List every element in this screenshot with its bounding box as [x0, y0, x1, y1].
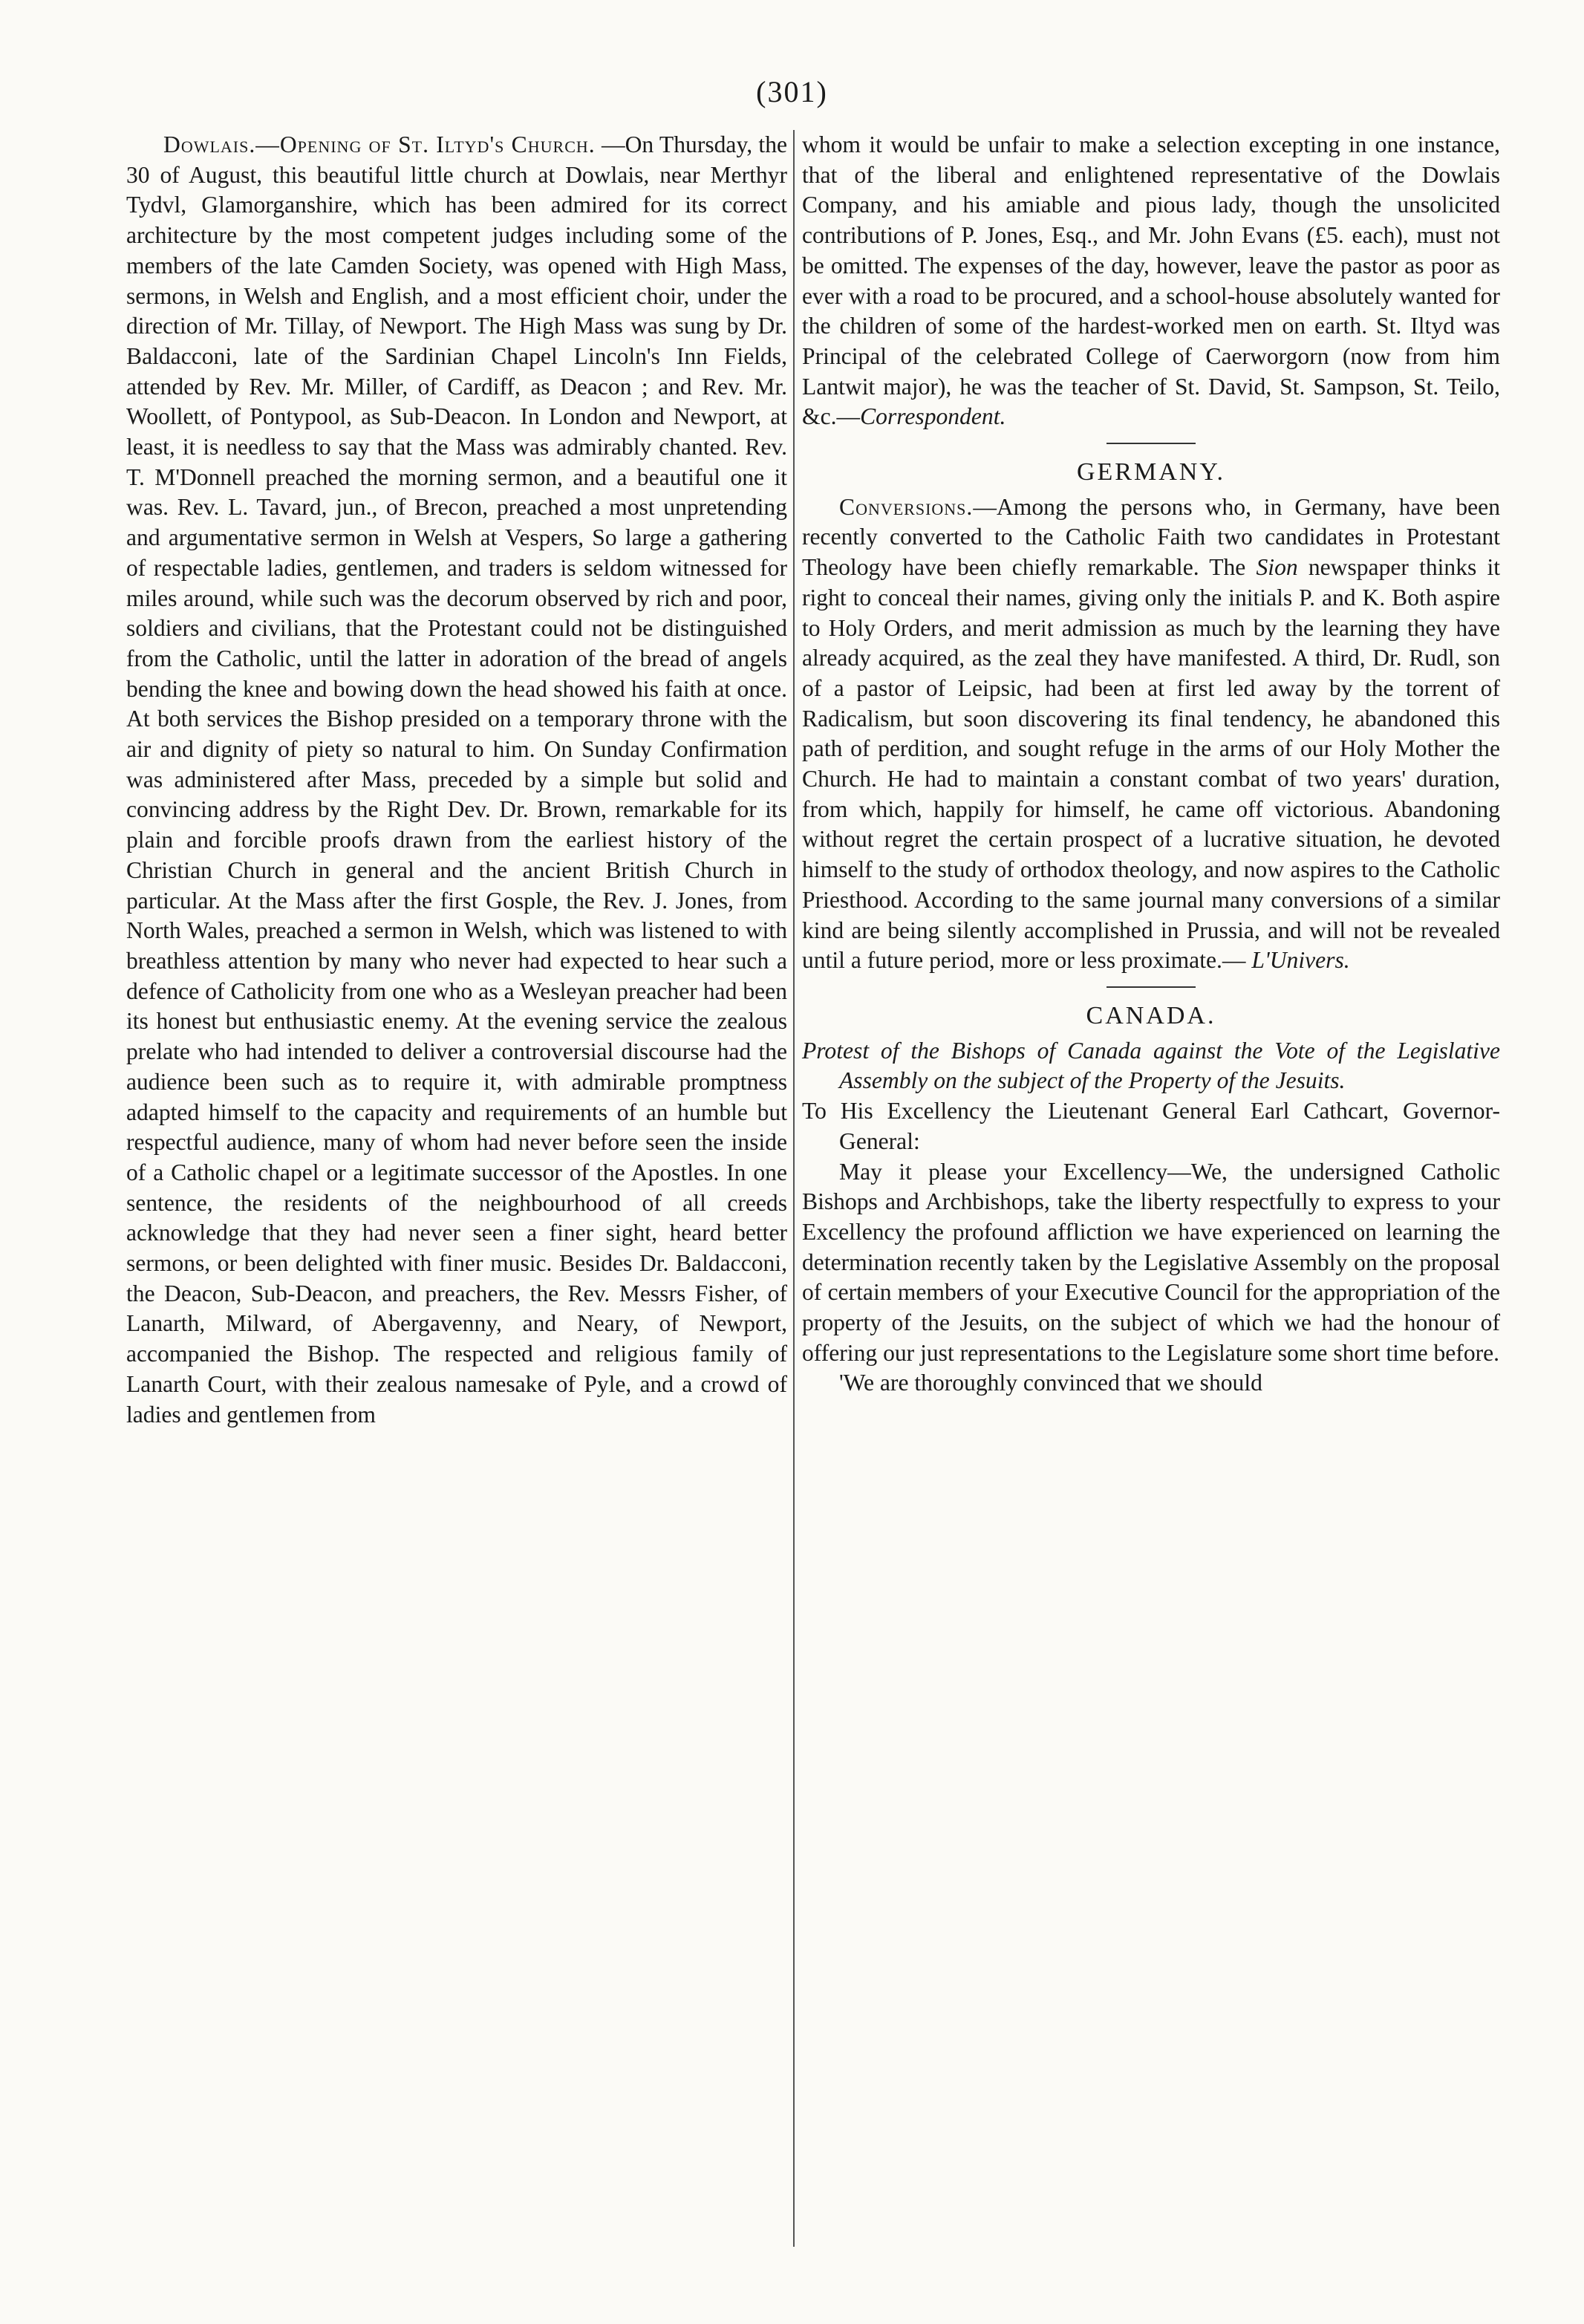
page-number: (301) [756, 75, 828, 108]
dowlais-continued-text: whom it would be unfair to make a selection excepting in one instance, that of the liberal and enlightened representative of the Dowlais Company, and his amiable and pious lady, though the unsolicited contributions of P. Jones, Esq., and Mr. John Evans (£5. each), must not be omitted. The expenses of the day, however, leave the pastor as poor as ever with a road to be procured, and a school-house absolutely wanted for the children of some of the hardest-worked men on earth. St. Iltyd was Principal of the celebrated College of Caerworgorn (now from him Lantwit major), he was the teacher of St. David, St. Sampson, St. Teilo, &c.— [802, 131, 1500, 430]
germany-heading: GERMANY. [1076, 458, 1225, 486]
column-divider [793, 130, 795, 2247]
germany-sion: Sion [1256, 554, 1298, 581]
germany-article [802, 492, 1500, 976]
canada-quote: 'We are thoroughly convinced that we should [839, 1370, 1262, 1396]
right-column [802, 130, 1500, 1399]
dowlais-article [126, 130, 787, 1430]
germany-lead: Conversions. [839, 493, 974, 520]
canada-body: May it please your Excellency—We, the undersigned Catholic Bishops and Archbishops, take the liberty respectfully to express to your Excellency the profound affliction we have experienced on learning the determination recently taken by the Legislative Assembly on the proposal of certain members of your Executive Council for the appropriation of the property of the Jesuits, on the subject of which we had the honour of offering our just representations to the Legislature some short time before. [802, 1158, 1500, 1366]
canada-rule [1106, 986, 1196, 988]
dowlais-body: —On Thursday, the 30 of August, this beautiful little church at Dowlais, near Merthyr Tydvl, Glamorganshire, which has been admired for its correct architecture by the most competent judges including some of the members of the late Camden Society, was opened with High Mass, sermons, in Welsh and English, and a most efficient choir, under the direction of Mr. Tillay, of Newport. The High Mass was sung by Dr. Baldacconi, late of the Sardinian Chapel Lincoln's Inn Fields, attended by Rev. Mr. Miller, of Cardiff, as Deacon ; and Rev. Mr. Woollett, of Pontypool, as Sub-Deacon. In London and Newport, at least, it is needless to say that the Mass was admirably chanted. Rev. T. M'Donnell preached the morning sermon, and a beautiful one it was. Rev. L. Tavard, jun., of Brecon, preached a most unpretending and argumentative sermon in Welsh at Vespers, So large a gathering of respectable ladies, gentlemen, and traders is seldom witnessed for miles around, while such was the decorum observed by rich and poor, soldiers and civilians, that the Protestant could not be distinguished from the Catholic, until the latter in adoration of the bread of angels bending the knee and bowing down the head showed his faith at once. At both services the Bishop presided on a temporary throne with the air and dignity of piety so natural to him. On Sunday Confirmation was administered after Mass, preceded by a simple but solid and convincing address by the Right Dev. Dr. Brown, remarkable for its plain and forcible proofs drawn from the earliest history of the Christian Church in general and the ancient British Church in particular. At the Mass after the first Gosple, the Rev. J. Jones, from North Wales, preached a sermon in Welsh, which was listened to with breathless attention by many who never had expected to hear such a defence of Catholicity from one who as a Wesleyan preacher had been its honest but enthusiastic enemy. At the evening service the zealous prelate who had intended to deliver a controversial discourse had the audience been such as to require it, with admirable promptness adapted himself to the capacity and requirements of an humble but respectful audience, many of whom had never before seen the inside of a Catholic chapel or a legitimate successor of the Apostles. In one sentence, the residents of the neighbourhood of all creeds acknowledge that they had never seen a finer sight, heard better sermons, or been delighted with finer music. Besides Dr. Baldacconi, the Deacon, Sub-Deacon, and preachers, the Rev. Messrs Fisher, of Lanarth, Milward, of Abergavenny, and Neary, of Newport, accompanied the Bishop. The respected and religious family of Lanarth Court, with their zealous namesake of Pyle, and a crowd of ladies and gentlemen from [126, 131, 788, 1428]
germany-source: L'Univers. [1251, 947, 1350, 974]
canada-address: To His Excellency the Lieutenant General Earl Cathcart, Governor-General: [802, 1098, 1500, 1154]
dowlais-heading: Dowlais.—Opening of St. Iltyd's Church. [163, 131, 596, 157]
dowlais-continued [802, 130, 1500, 432]
dowlais-signature: Correspondent. [860, 403, 1006, 430]
germany-body: —Among the persons who, in Germany, have been recently converted to the Catholic Faith two candidates in Protestant Theology have been chiefly remarkable. The [802, 493, 1500, 581]
left-column [126, 130, 787, 1430]
canada-subtitle: Protest of the Bishops of Canada against the Vote of the Legislative Assembly on the subject of the Property of the Jesuits. [802, 1037, 1500, 1094]
canada-heading: CANADA. [1086, 1001, 1216, 1029]
germany-rule [1106, 443, 1196, 444]
germany-body2: newspaper thinks it right to conceal their names, giving only the initials P. and K. Both aspire to Holy Orders, and merit admission as much by the learning they have already acquired, as the zeal they have manifested. A third, Dr. Rudl, son of a pastor of Leipsic, had been at first led away by the torrent of Radicalism, but soon discovering its final tendency, he abandoned this path of perdition, and sought refuge in the arms of our Holy Mother the Church. He had to maintain a constant combat of two years' duration, from which, happily for himself, he came off victorious. Abandoning without regret the certain prospect of a lucrative situation, he devoted himself to the study of orthodox theology, and now aspires to the Catholic Priesthood. According to the same journal many conversions of a similar kind are being silently accomplished in Prussia, and will not be revealed until a future period, more or less proximate.— [802, 554, 1501, 974]
